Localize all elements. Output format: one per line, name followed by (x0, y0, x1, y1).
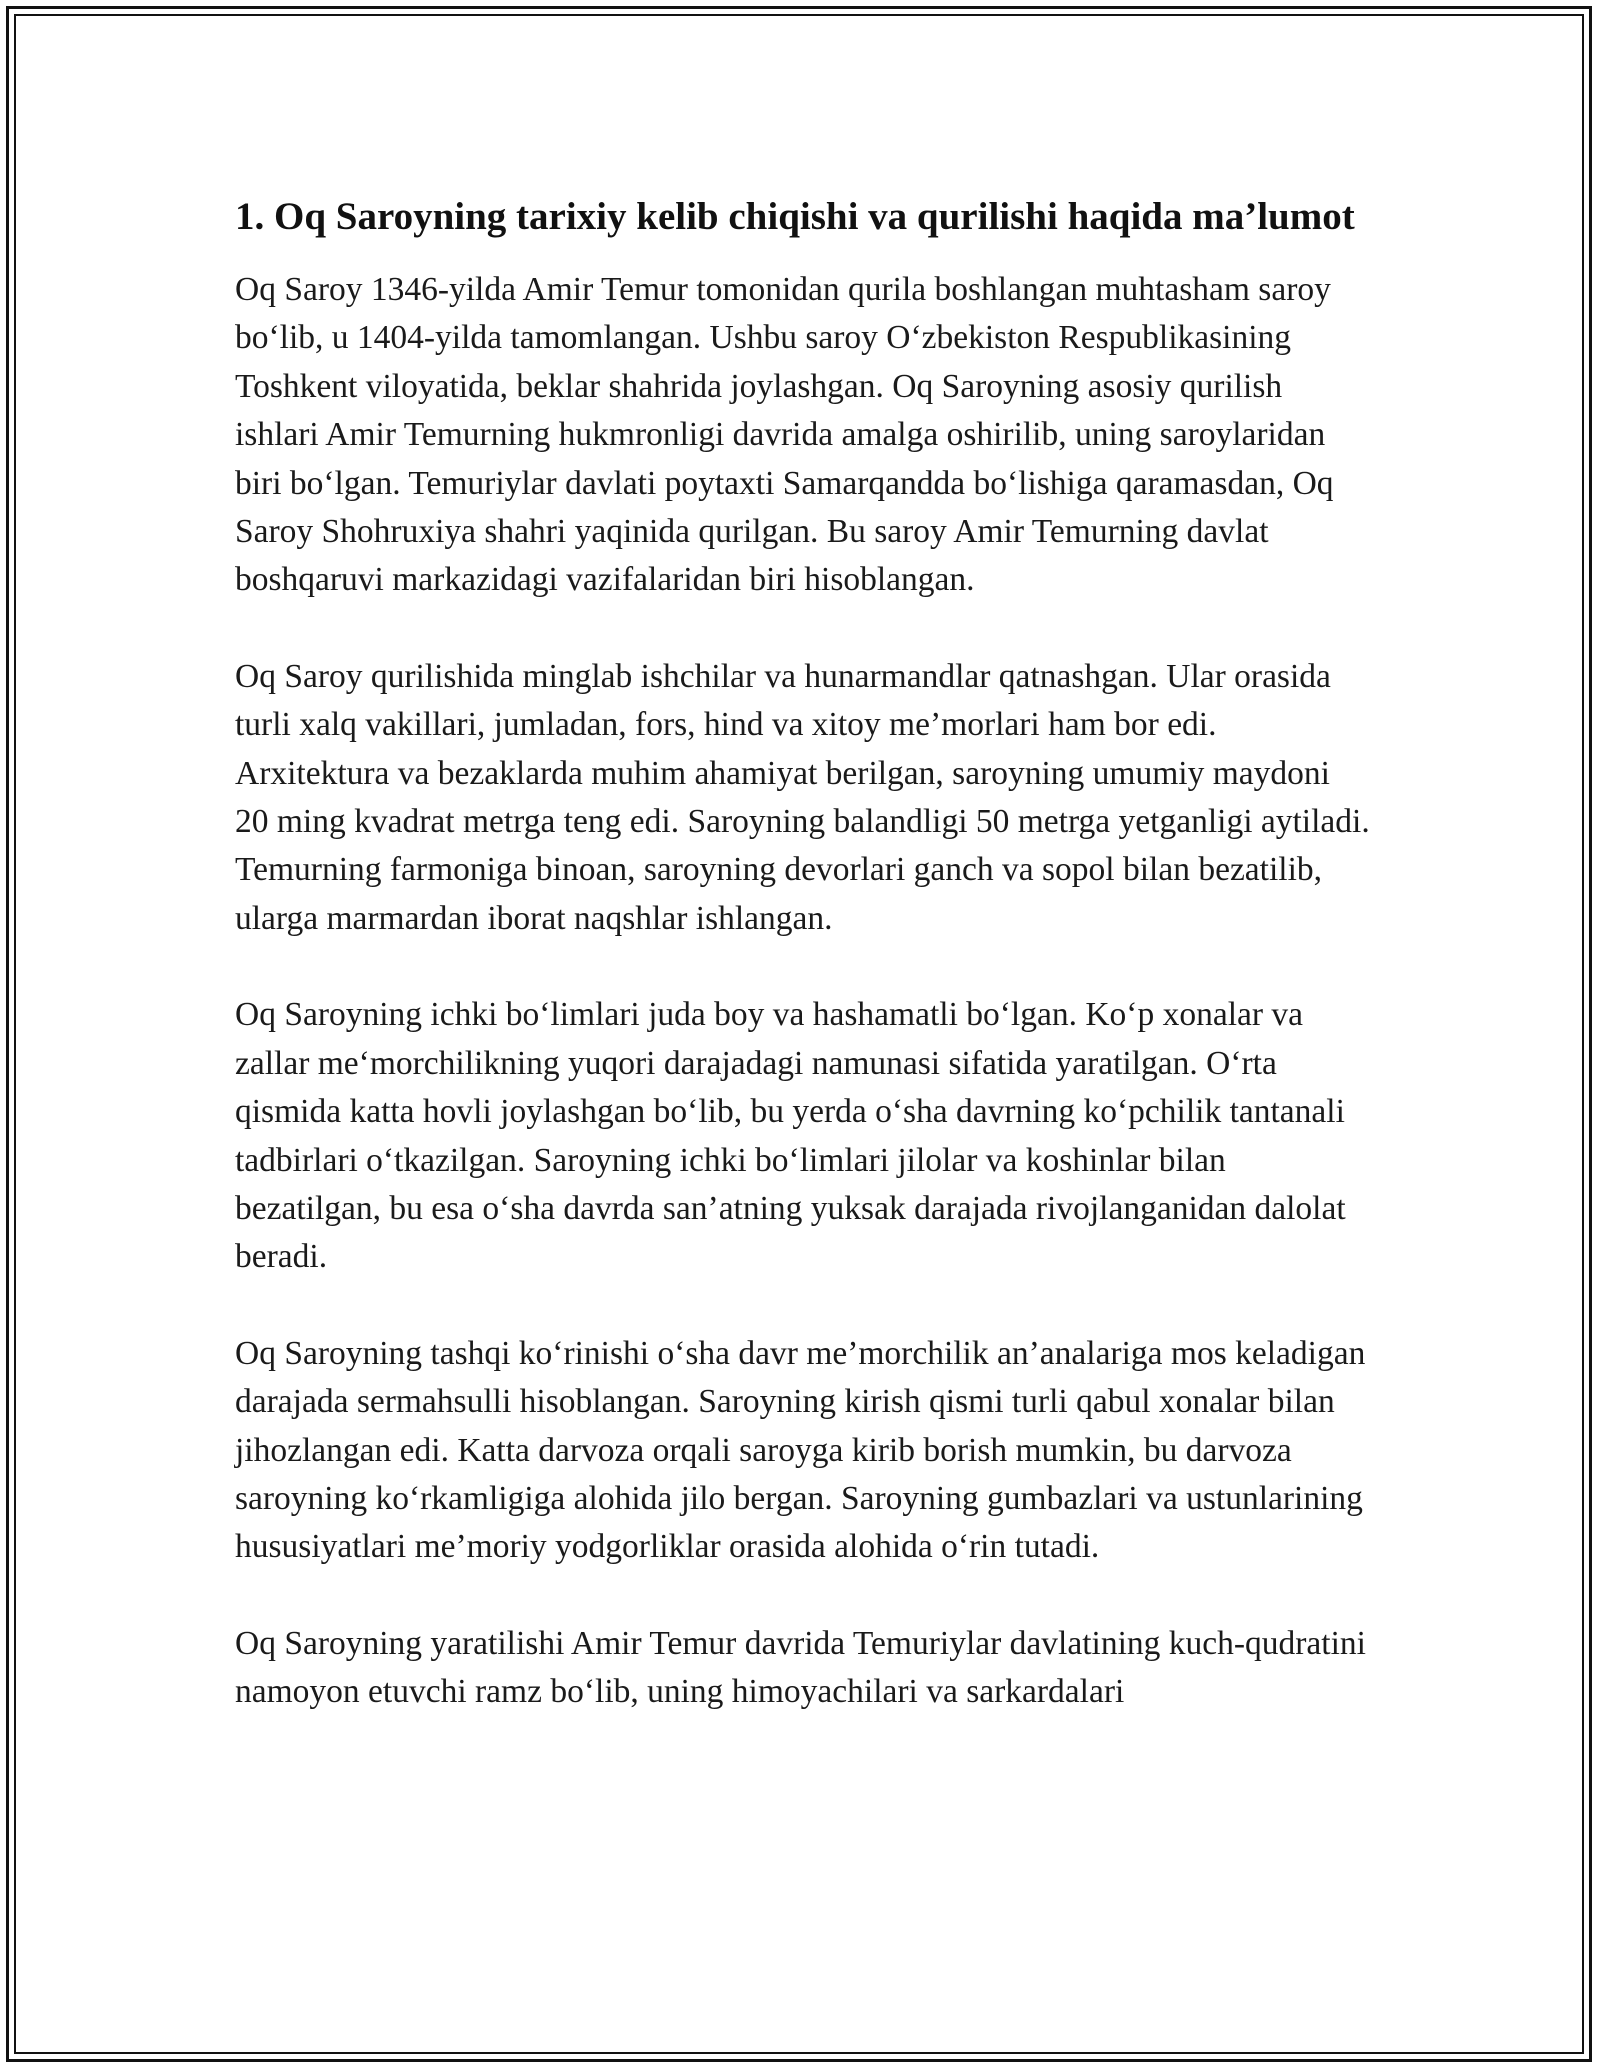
paragraph-1: Oq Saroy 1346-yilda Amir Temur tomonidan qurila boshlangan muhtasham saroy bo‘lib, u 1404-yilda tamomlangan. Ushbu saroy O‘zbekiston Respublikasining Toshkent viloyatida, beklar shahrida joylashgan. Oq Saroyning asosiy qurilish ishlari Amir Temurning hukmronligi davrida amalga oshirilib, uning saroylaridan biri bo‘lgan. Temuriylar davlati poytaxti Samarqandda bo‘lishiga qaramasdan, Oq Saroy Shohruxiya shahri yaqinida qurilgan. Bu saroy Amir Temurning davlat boshqaruvi markazidagi vazifalaridan biri hisoblangan. (235, 271, 1334, 599)
paragraph-4: Oq Saroyning tashqi ko‘rinishi o‘sha davr me’morchilik an’analariga mos keladigan darajada sermahsulli hisoblangan. Saroyning kirish qismi turli qabul xonalar bilan jihozlangan edi. Katta darvoza orqali saroyga kirib borish mumkin, bu darvoza saroyning ko‘rkamligiga alohida jilo bergan. Saroyning gumbazlari va ustunlarining hususiyatlari me’moriy yodgorliklar orasida alohida o‘rin tutadi. (235, 1334, 1366, 1566)
section-heading: 1. Oq Saroyning tarixiy kelib chiqishi va qurilishi haqida ma’lumot (235, 195, 1355, 238)
paragraph-5: Oq Saroyning yaratilishi Amir Temur davrida Temuriylar davlatining kuch-qudratini namoyon etuvchi ramz bo‘lib, uning himoyachilari va sarkardalari (235, 1624, 1366, 1711)
document-body (235, 190, 1370, 1765)
paragraph-2: Oq Saroy qurilishida minglab ishchilar va hunarmandlar qatnashgan. Ular orasida turli xalq vakillari, jumladan, fors, hind va xitoy me’morlari ham bor edi. Arxitektura va bezaklarda muhim ahamiyat berilgan, saroyning umumiy maydoni 20 ming kvadrat metrga teng edi. Saroyning balandligi 50 metrga yetganligi aytiladi. Temurning farmoniga binoan, saroyning devorlari ganch va sopol bilan bezatilib, ularga marmardan iborat naqshlar ishlangan. (235, 657, 1370, 937)
paragraph-3: Oq Saroyning ichki bo‘limlari juda boy va hashamatli bo‘lgan. Ko‘p xonalar va zallar me‘morchilikning yuqori darajadagi namunasi sifatida yaratilgan. O‘rta qismida katta hovli joylashgan bo‘lib, bu yerda o‘sha davrning ko‘pchilik tantanali tadbirlari o‘tkazilgan. Saroyning ichki bo‘limlari jilolar va koshinlar bilan bezatilgan, bu esa o‘sha davrda san’atning yuksak darajada rivojlanganidan dalolat beradi. (235, 996, 1346, 1276)
